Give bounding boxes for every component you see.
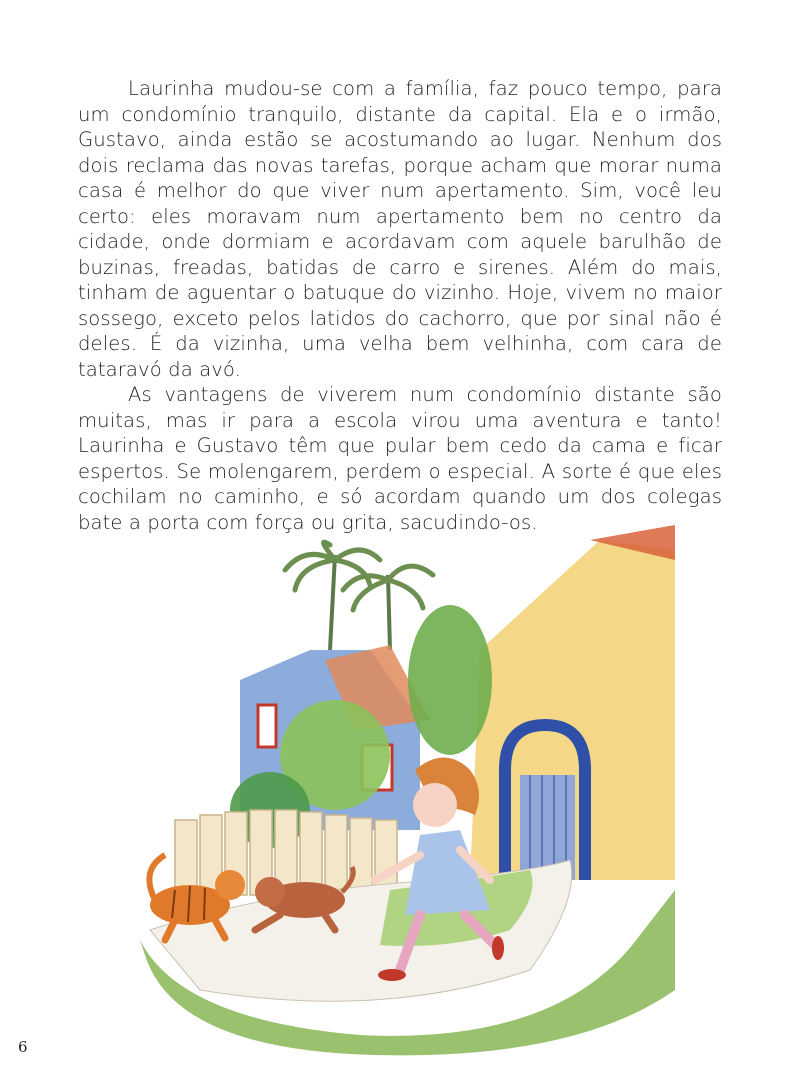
- yellow-house: [470, 525, 675, 880]
- paragraph-1: Laurinha mudou-se com a família, faz pouco tempo, para um condomínio tranquilo, distante da capital. Ela e o irmão, Gustavo, ainda estão se acostumando ao lugar. Nenhum dos dois reclama das novas tarefas, porque acham que morar numa casa é melhor do que viver num apertamento. Sim, você leu certo: eles moravam num apertamento bem no centro da cidade, onde dormiam e acordavam com aquele barulhão de buzinas, freadas, batidas de carro e sirenes. Além do mais, tinham de aguentar o batuque do vizinho. Hoje, vivem no maior sossego, exceto pelos latidos do cachorro, que por sinal não é deles. É da vizinha, uma velha bem velhinha, com cara de tataravó da avó.: [78, 77, 722, 381]
- fence: [175, 810, 397, 895]
- story-text: [78, 76, 722, 535]
- palm-trees: [285, 542, 433, 650]
- page-number: 6: [18, 1038, 28, 1056]
- paragraph-2: As vantagens de viverem num condomínio distante são muitas, mas ir para a escola virou uma aventura e tanto! Laurinha e Gustavo têm que pular bem cedo da cama e ficar espertos. Se molengarem, perdem o especial. A sorte é que eles cochilam no caminho, e só acordam quando um dos colegas bate a porta com força ou grita, sacudindo-os.: [78, 383, 722, 534]
- watercolor-illustration: [130, 520, 675, 1060]
